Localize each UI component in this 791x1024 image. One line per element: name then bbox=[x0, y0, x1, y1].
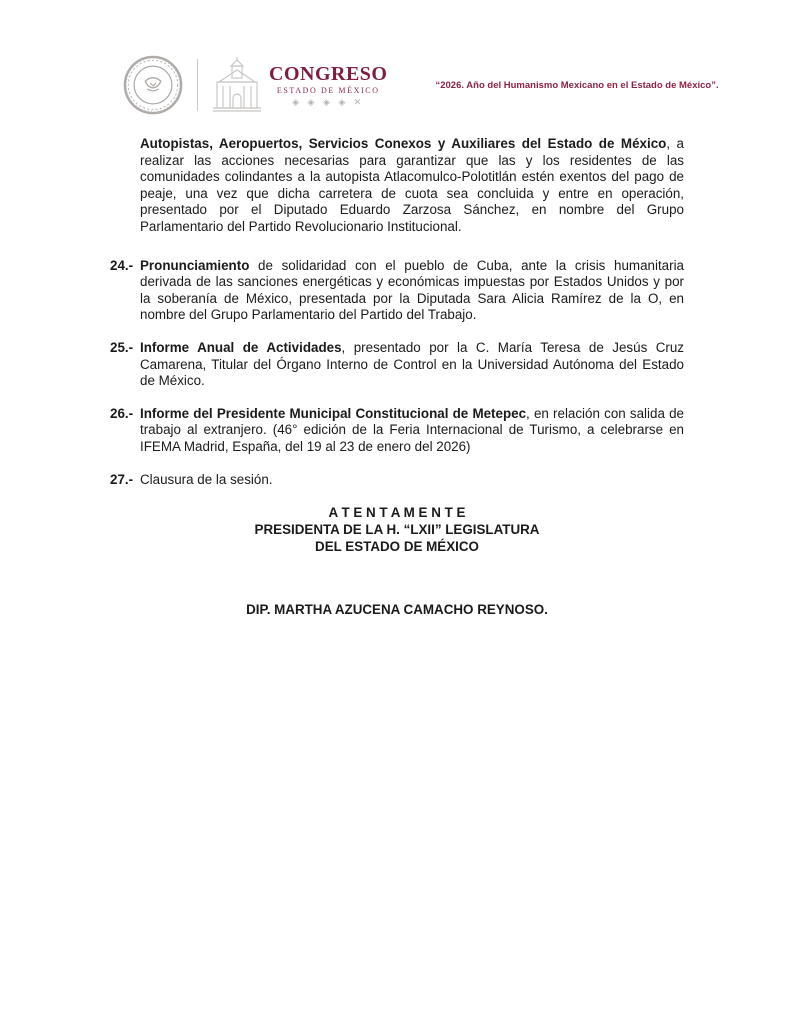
congress-subtitle: ESTADO DE MÉXICO bbox=[276, 85, 380, 95]
agenda-item-24 bbox=[110, 258, 684, 324]
agenda-item-26 bbox=[110, 406, 684, 456]
item-bold-text: Informe del Presidente Municipal Constitucional de Metepec bbox=[140, 405, 527, 421]
document-header bbox=[122, 54, 719, 116]
item-rest-text: de solidaridad con el pueblo de Cuba, ante la crisis humanitaria derivada de las sanciones energéticas y económicas impuestas por Estados Unidos y por la soberanía de México, presentada por la Diputada Sara Alicia Ramírez de la O, en nombre del Grupo Parlamentario del Partido del Trabajo. bbox=[140, 257, 684, 323]
congress-wordmark bbox=[269, 64, 387, 107]
state-seal-icon bbox=[122, 54, 184, 116]
item-number: 24.- bbox=[110, 257, 134, 273]
intro-rest-text: , a realizar las acciones necesarias para garantizar que las y los residentes de las comunidades colindantes a la autopista Atlacomulco-Polotitlán estén exentos del pago de peaje, una vez que dicha carretera de cuota sea concluida y entre en operación, presentado por el Diputado Eduardo Zarzosa Sánchez, en nombre del Grupo Parlamentario del Partido Revolucionario Institucional. bbox=[140, 136, 684, 234]
signature-name: DIP. MARTHA AZUCENA CAMACHO REYNOSO. bbox=[246, 602, 548, 618]
item-rest-text: Clausura de la sesión. bbox=[140, 471, 273, 487]
header-divider bbox=[197, 59, 198, 111]
item-rest-text: , en relación con salida de trabajo al extranjero. (46° edición de la Feria Internacional de Turismo, a celebrarse en IFEMA Madrid, España, del 19 al 23 de enero del 2026) bbox=[140, 405, 684, 454]
year-motto: “2026. Año del Humanismo Mexicano en el Estado de México”. bbox=[435, 79, 719, 91]
congress-name: CONGRESO bbox=[269, 62, 388, 85]
item-bold-text: Informe Anual de Actividades bbox=[140, 339, 342, 355]
item-number: 26.- bbox=[110, 405, 134, 421]
congress-building-icon bbox=[211, 56, 263, 114]
closing-president-title: PRESIDENTA DE LA H. “LXII” LEGISLATURA bbox=[254, 522, 540, 538]
agenda-item-continuation bbox=[110, 136, 684, 236]
closing-state: DEL ESTADO DE MÉXICO bbox=[315, 539, 479, 555]
intro-bold-text: Autopistas, Aeropuertos, Servicios Conexos y Auxiliares del Estado de México bbox=[140, 136, 667, 151]
agenda-item-25 bbox=[110, 340, 684, 390]
item-number: 25.- bbox=[110, 339, 134, 355]
item-number: 27.- bbox=[110, 471, 134, 487]
ornament-glyphs-icon: ◈ ◈ ◈ ◈ ✕ bbox=[292, 96, 365, 107]
agenda-item-27 bbox=[110, 472, 684, 489]
closing-atentamente: A T E N T A M E N T E bbox=[328, 505, 466, 521]
item-bold-text: Pronunciamiento bbox=[140, 257, 250, 273]
agenda-body bbox=[110, 136, 684, 619]
closing-block bbox=[110, 504, 684, 555]
item-rest-text: , presentado por la C. María Teresa de Jesús Cruz Camarena, Titular del Órgano Interno de Control en la Universidad Autónoma del Estado de México. bbox=[140, 339, 685, 389]
